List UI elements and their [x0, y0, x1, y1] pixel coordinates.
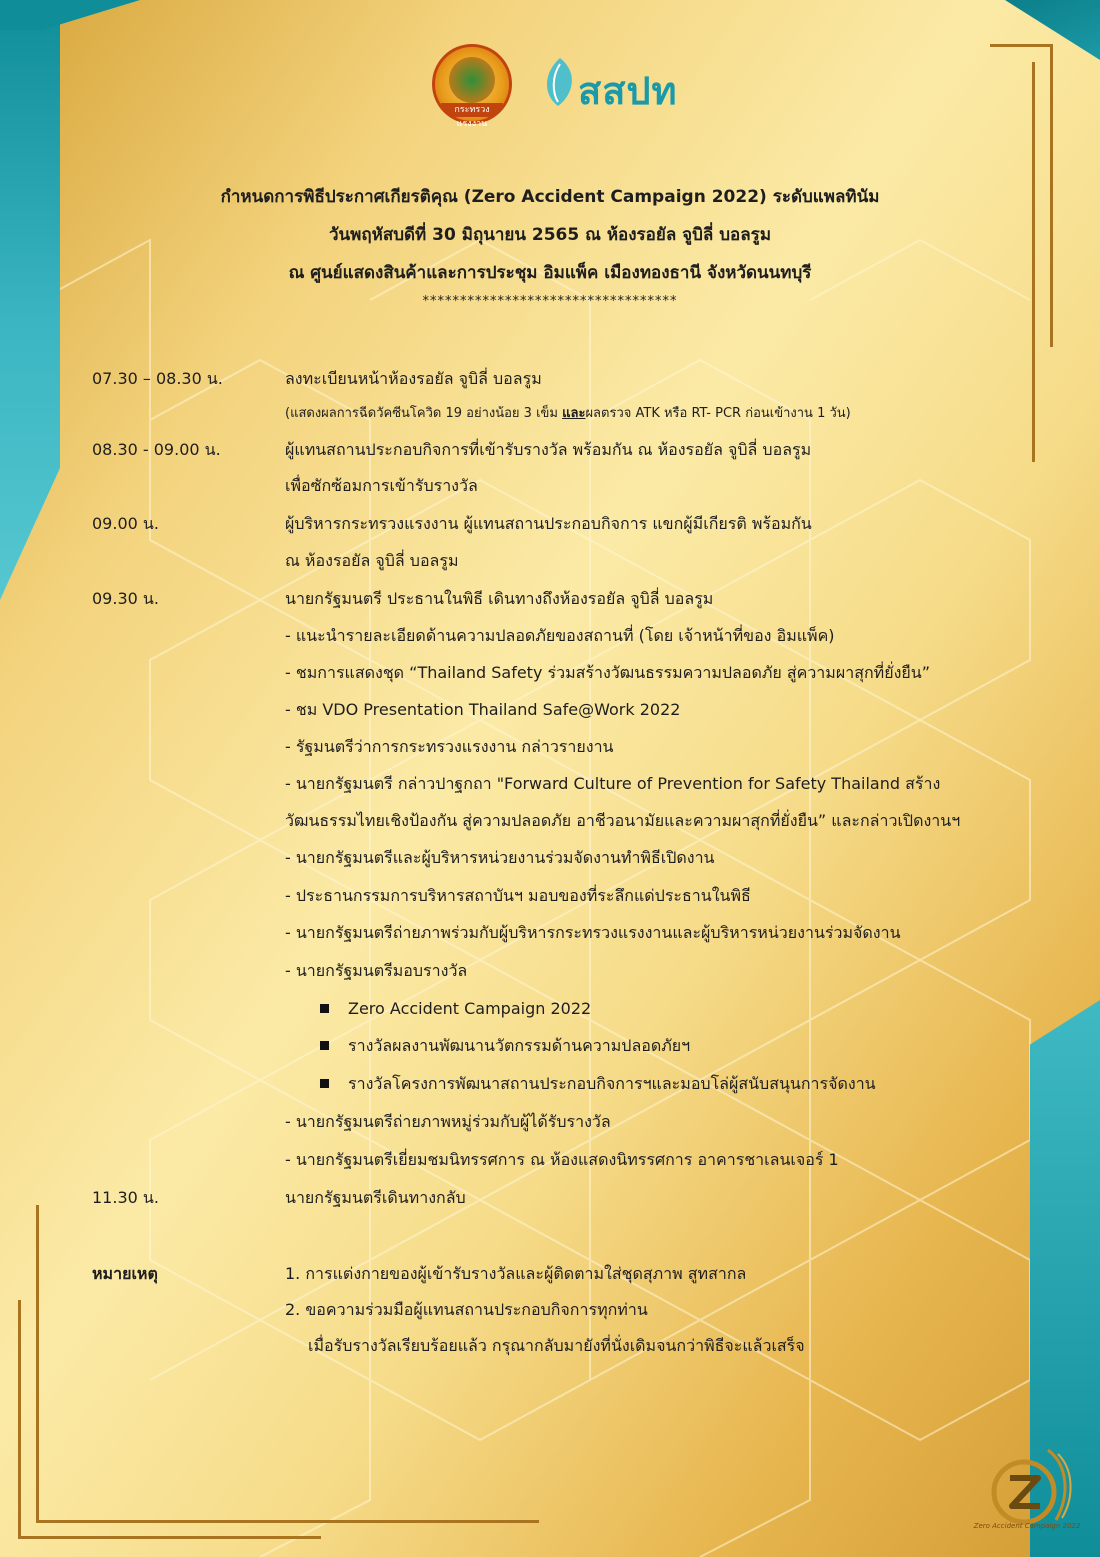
- agenda-item: - นายกรัฐมนตรีถ่ายภาพร่วมกับผู้บริหารกระทรวงแรงงานและผู้บริหารหน่วยงานร่วมจัดงาน: [285, 923, 901, 942]
- square-bullet-icon: [320, 1004, 329, 1013]
- agenda-item: - รัฐมนตรีว่าการกระทรวงแรงงาน กล่าวรายงาน: [285, 737, 614, 756]
- brand-name: สสปท: [578, 69, 678, 113]
- zero-accident-campaign-logo: [973, 1440, 1081, 1540]
- award-item: รางวัลโครงการพัฒนาสถานประกอบกิจการฯและมอบโล่ผู้สนับสนุนการจัดงาน: [348, 1074, 876, 1093]
- square-bullet-icon: [320, 1079, 329, 1088]
- slot-2-line-2: เพื่อซักซ้อมการเข้ารับรางวัล: [285, 476, 478, 495]
- agenda-item: - นายกรัฐมนตรีมอบรางวัล: [285, 961, 468, 980]
- header-date: วันพฤหัสบดีที่ 30 มิถุนายน 2565 ณ ห้องรอยัล จูบิลี่ บอลรูม: [328, 225, 772, 245]
- agenda-item: - ชมการแสดงชุด “Thailand Safety ร่วมสร้างวัฒนธรรมความปลอดภัย สู่ความผาสุกที่ยั่งยืน”: [285, 663, 930, 682]
- agenda-item: - นายกรัฐมนตรีเยี่ยมชมนิทรรศการ ณ ห้องแสดงนิทรรศการ อาคารชาเลนเจอร์ 1: [285, 1150, 839, 1169]
- time-slot-5: 11.30 น.: [92, 1188, 159, 1207]
- document-header: [0, 178, 1100, 312]
- remark-2: 2. ขอความร่วมมือผู้แทนสถานประกอบกิจการทุกท่าน: [285, 1300, 648, 1319]
- registration-line: ลงทะเบียนหน้าห้องรอยัล จูบิลี่ บอลรูม: [285, 369, 542, 388]
- header-venue: ณ ศูนย์แสดงสินค้าและการประชุม อิมแพ็ค เมืองทองธานี จังหวัดนนทบุรี: [288, 263, 812, 283]
- time-slot-4: 09.30 น.: [92, 589, 159, 608]
- header-title: กำหนดการพิธีประกาศเกียรติคุณ (Zero Accident Campaign 2022) ระดับแพลทินัม: [220, 187, 880, 207]
- agenda-item: - นายกรัฐมนตรี กล่าวปาฐกถา "Forward Culture of Prevention for Safety Thailand สร้าง: [285, 774, 941, 793]
- header-separator: **********************************: [422, 294, 678, 309]
- agenda-item: - นายกรัฐมนตรีและผู้บริหารหน่วยงานร่วมจัดงานทำพิธีเปิดงาน: [285, 848, 715, 867]
- registration-note: [285, 404, 851, 424]
- remark-1: 1. การแต่งกายของผู้เข้ารับรางวัลและผู้ติดตามใส่ชุดสุภาพ สูทสากล: [285, 1264, 747, 1283]
- remarks-label: หมายเหตุ: [92, 1264, 158, 1283]
- agenda-item: - ประธานกรรมการบริหารสถาบันฯ มอบของที่ระลึกแด่ประธานในพิธี: [285, 886, 751, 905]
- campaign-logo-text: Zero Accident Campaign 2022: [973, 1522, 1081, 1530]
- slot-2-line-1: ผู้แทนสถานประกอบกิจการที่เข้ารับรางวัล พร้อมกัน ณ ห้องรอยัล จูบิลี่ บอลรูม: [285, 440, 812, 459]
- time-slot-2: 08.30 - 09.00 น.: [92, 440, 221, 459]
- award-item: รางวัลผลงานพัฒนานวัตกรรมด้านความปลอดภัยฯ: [348, 1036, 691, 1055]
- slot-5-line-1: นายกรัฐมนตรีเดินทางกลับ: [285, 1188, 466, 1207]
- remark-2-continued: เมื่อรับรางวัลเรียบร้อยแล้ว กรุณากลับมายังที่นั่งเดิมจนกว่าพิธีจะแล้วเสร็จ: [308, 1336, 805, 1355]
- slot-3-line-1: ผู้บริหารกระทรวงแรงงาน ผู้แทนสถานประกอบกิจการ แขกผู้มีเกียรติ พร้อมกัน: [285, 514, 812, 533]
- agenda-item: - ชม VDO Presentation Thailand Safe@Work 2022: [285, 700, 681, 719]
- slot-3-line-2: ณ ห้องรอยัล จูบิลี่ บอลรูม: [285, 551, 459, 570]
- logo-bar: [0, 44, 1100, 134]
- seal-emblem-icon: [449, 57, 495, 103]
- award-item: Zero Accident Campaign 2022: [348, 999, 592, 1018]
- seal-banner-text: กระทรวงแรงงาน: [441, 103, 503, 117]
- agenda-item: - แนะนำรายละเอียดด้านความปลอดภัยของสถานที่ (โดย เจ้าหน้าที่ของ อิมแพ็ค): [285, 626, 835, 645]
- brand-logo: [540, 54, 690, 114]
- gold-frame-bottom-left-outer: [18, 1300, 321, 1539]
- note-part-a: (แสดงผลการฉีดวัคซีนโควิด 19 อย่างน้อย 3 เข็ม: [285, 406, 563, 421]
- time-slot-1: 07.30 – 08.30 น.: [92, 369, 223, 388]
- square-bullet-icon: [320, 1041, 329, 1050]
- agenda-item-continued: วัฒนธรรมไทยเชิงป้องกัน สู่ความปลอดภัย อาชีวอนามัยและความผาสุกที่ยั่งยืน” และกล่าวเปิดงานฯ: [285, 811, 961, 830]
- ministry-of-labour-seal: [432, 44, 512, 129]
- note-emphasis: และ: [562, 406, 586, 421]
- time-slot-3: 09.00 น.: [92, 514, 159, 533]
- slot-4-line-1: นายกรัฐมนตรี ประธานในพิธี เดินทางถึงห้องรอยัล จูบิลี่ บอลรูม: [285, 589, 714, 608]
- leaf-icon: [540, 54, 580, 110]
- note-part-c: ผลตรวจ ATK หรือ RT- PCR ก่อนเข้างาน 1 วัน): [585, 406, 851, 421]
- agenda-item: - นายกรัฐมนตรีถ่ายภาพหมู่ร่วมกับผู้ได้รับรางวัล: [285, 1112, 611, 1131]
